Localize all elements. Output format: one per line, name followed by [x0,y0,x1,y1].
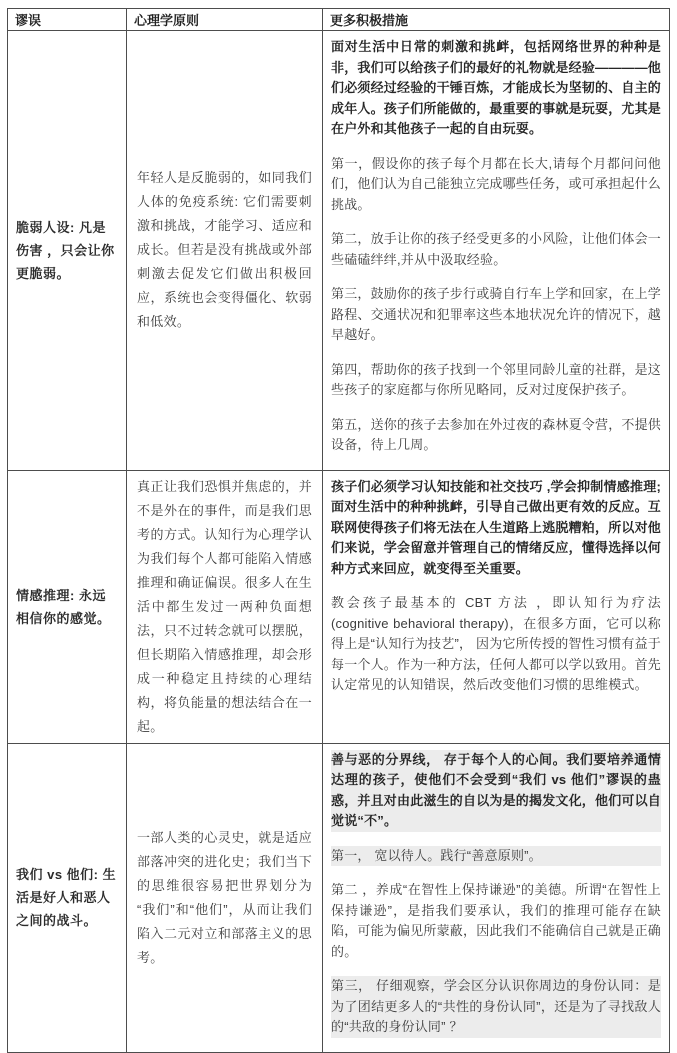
principle-cell: 年轻人是反脆弱的，如同我们人体的免疫系统: 它们需要刺激和挑战，才能学习、适应和成长。但若是没有挑战或外部刺激去促发它们做出积极回应，系统也会变得僵化、软弱和低效。 [127,31,323,471]
table-row [8,31,670,471]
measure-paragraph: 第一， 宽以待人。践行“善意原则”。 [331,846,661,867]
measures-cell [323,470,670,743]
table-header-row [8,9,670,31]
measures-cell [323,31,670,471]
measure-paragraph: 教会孩子最基本的 CBT 方法 ，即认知行为疗法(cognitive behavioral therapy)，在很多方面，它可以称得上是“认知行为技艺”， 因为它所传授的智性习惯有益于每一个人。作为一种方法，任何人都可以学以致用。首先认定常见的认知错误，然后改变他们习惯的思维模式。 [331,595,662,692]
fallacy-cell: 脆弱人设: 凡是伤害 ，只会让你更脆弱。 [8,31,127,471]
measure-paragraph: 孩子们必须学习认知技能和社交技巧 ,学会抑制情感推理; 面对生活中的种种挑衅，引导自己做出更有效的反应。互联网使得孩子们将无法在人生道路上逃脱糟粕，所以对他们来说，学会留意并管理自己的情绪反应，懂得选择以何种方式来回应，就变得至关重要。 [331,478,662,576]
measure-paragraph: 第一，假设你的孩子每个月都在长大,请每个月都问问他们，他们认为自己能独立完成哪些任务，或可承担起什么挑战。 [331,155,662,212]
measure-paragraph: 善与恶的分界线， 存于每个人的心间。我们要培养通情达理的孩子，使他们不会受到“我们 vs 他们”谬误的蛊惑，并且对由此滋生的自以为是的揭发文化，他们可以自觉说“不”。 [331,750,661,832]
measure-paragraph: 第四，帮助你的孩子找到一个邻里同龄儿童的社群，是这些孩子的家庭都与你所见略同，反对过度保护孩子。 [331,361,662,397]
fallacy-cell: 我们 vs 他们: 生活是好人和恶人之间的战斗。 [8,743,127,1052]
measures-cell [323,743,670,1052]
header-psychology-principle: 心理学原则 [127,9,323,31]
measure-paragraph: 第三，鼓励你的孩子步行或骑自行车上学和回家，在上学路程、交通状况和犯罪率这些本地状况允许的情况下，越早越好。 [331,286,662,342]
measure-paragraph: 第三， 仔细观察，学会区分认识你周边的身份认同：是为了团结更多人的“共性的身份认同”，还是为了寻找敌人的“共敌的身份认同” ？ [331,976,661,1038]
fallacy-cell: 情感推理: 永远相信你的感觉。 [8,470,127,743]
measure-paragraph: 第二 ，养成“在智性上保持谦逊”的美德。所谓“在智性上保持谦逊”，是指我们要承认，我们的推理可能存在缺陷，可能为偏见所蒙蔽，因此我们不能确信自己就是正确的。 [331,882,662,959]
table-row [8,470,670,743]
measure-paragraph: 第五，送你的孩子去参加在外过夜的森林夏令营，不提供设备，待上几周。 [331,416,662,452]
principle-cell: 一部人类的心灵史，就是适应部落冲突的进化史；我们当下的思维很容易把世界划分为“我们”和“他们”，从而让我们陷入二元对立和部落主义的思考。 [127,743,323,1052]
header-fallacy: 谬误 [8,9,127,31]
header-positive-measures: 更多积极措施 [323,9,670,31]
measure-paragraph: 第二，放手让你的孩子经受更多的小风险，让他们体会一些磕磕绊绊,并从中汲取经验。 [331,231,662,267]
fallacy-table [7,8,670,1053]
table-row [8,743,670,1052]
measure-paragraph: 面对生活中日常的刺激和挑衅，包括网络世界的种种是非，我们可以给孩子们的最好的礼物就是经验————他们必须经过经验的干锤百炼，才能成长为坚韧的、自主的成年人。孩子们所能做的，最重要的事就是玩耍，尤其是在户外和其他孩子一起的自由玩耍。 [331,39,662,136]
principle-cell: 真正让我们恐惧并焦虑的，并不是外在的事件，而是我们思考的方式。认知行为心理学认为我们每个人都可能陷入情感推理和确证偏误。很多人在生活中都生发过一两种负面想法，只不过转念就可以摆脱，但长期陷入情感推理，却会形成一种稳定且持续的心理结构，将负能量的想法结合在一起。 [127,470,323,743]
